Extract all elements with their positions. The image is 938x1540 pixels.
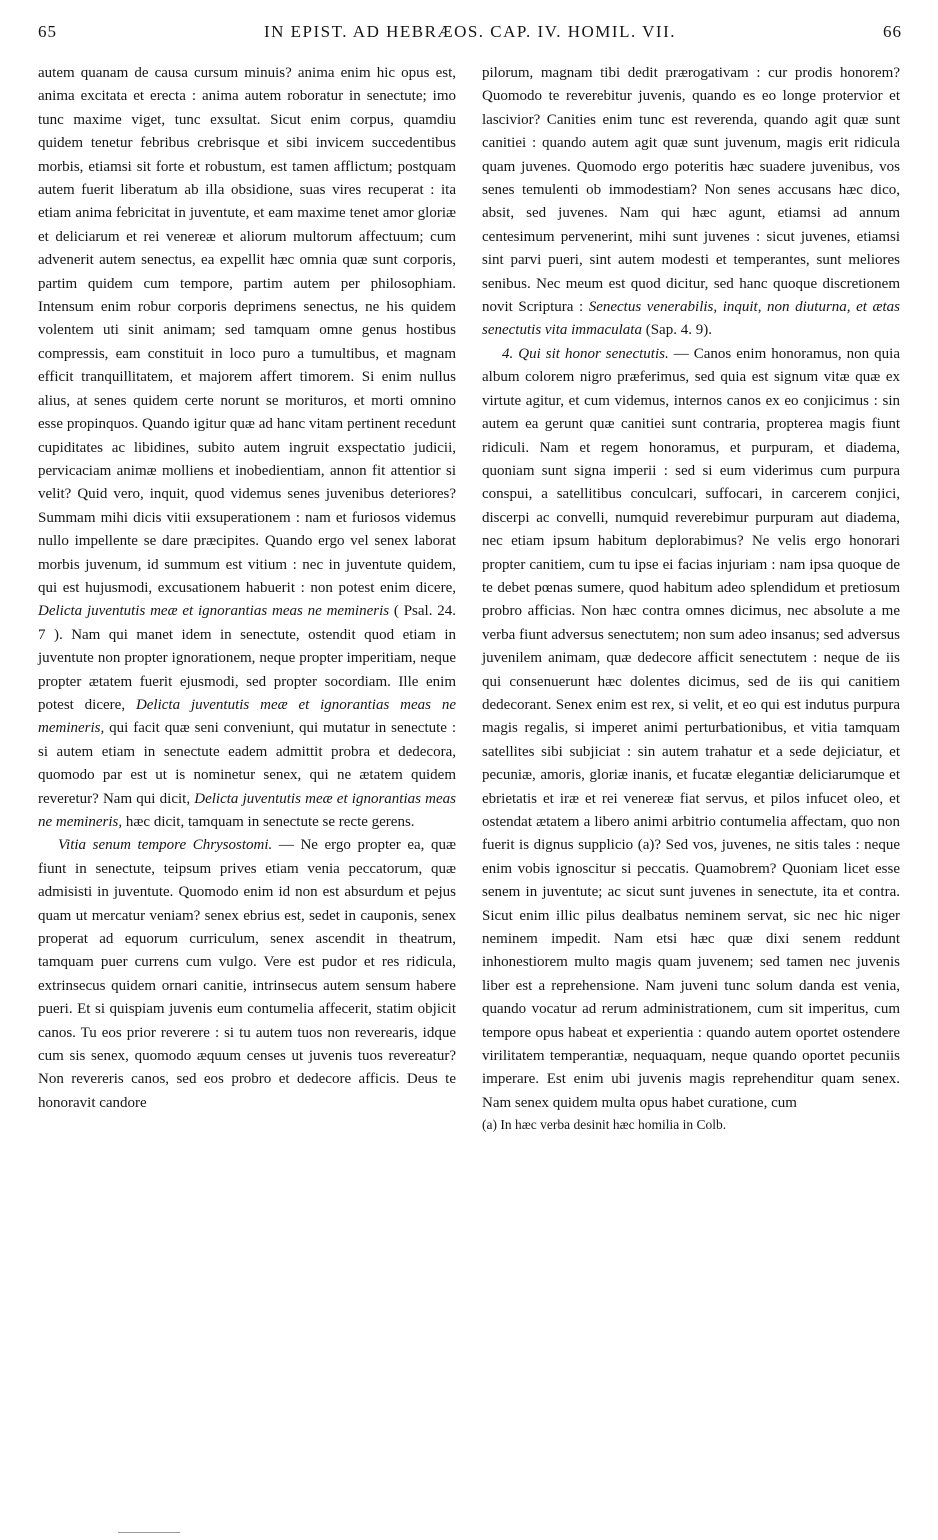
section-heading: 4. Qui sit honor senectutis. bbox=[502, 345, 669, 362]
paragraph-text: autem quanam de causa cursum minuis? anima enim hic opus est, anima excitata et erecta : anima autem roboratur in senectute; imo tunc maxime viget, tunc exsultat. Sicut enim corpus, quamdiu quidem tenetur febribus crebrisque et sibi invicem succedentibus morbis, etiamsi sit forte et robustum, est tamen afflictum; postquam autem fuerit liberatum ab illa obsidione, suas vires recuperat : ita etiam anima febricitat in juventute, et eam maxime tenet amor gloriæ et deliciarum et rei venereæ et aliorum multorum affectuum; cum advenerit autem senectus, ea expellit hæc omnia quæ sunt corporis, partim quidem cum tempore, partim autem per philosophiam. Intensum enim robur corporis deprimens senectus, ne his quidem volentem uti sinit animam; sed tamquam omne genus hostibus compressis, eam constituit in loco puro a tumultibus, et magnam efficit tranquillitatem, et majorem affert timorem. Si enim nullus alius, at senes quidem certe norunt se morituros, et morti omnino esse propinquos. Quando igitur quæ ad hanc vitam pertinent recedunt cupiditates ac libidines, subito autem ingruit exspectatio judicii, pervicaciam animæ molliens et inobedientiam, annon fit attentior si velit? Quid vero, inquit, quod videmus senes juvenibus deteriores? Summam mihi dicis vitii exsuperationem : nam et furiosos videmus nullo impellente se dare præcipites. Quando ergo vel senex laborat morbis juvenum, id summum est vitium : nec in juventute quidem, qui est hujusmodi, excusationem habuerit : non potest enim dicere, bbox=[38, 65, 456, 596]
paragraph-text: hæc dicit, tamquam in senectute se recte gerens. bbox=[125, 814, 415, 830]
bottom-rule bbox=[118, 1532, 180, 1533]
section-heading: Vitia senum tempore Chrysostomi. bbox=[58, 837, 273, 854]
running-title: IN EPIST. AD HEBRÆOS. CAP. IV. HOMIL. VII. bbox=[263, 22, 676, 41]
scripture-reference: ( Psal. 24. 7 ). bbox=[38, 603, 457, 643]
paragraph bbox=[38, 62, 456, 834]
paragraph-text: qui facit quæ seni conveniunt, qui mutatur in senectute : si autem etiam in senectute eadem admittit probra et dedecora, quomodo par est ut is nominetur senex, qui ne ætatem quidem reveretur? Nam qui dicit, bbox=[38, 720, 456, 807]
paragraph-text: pilorum, magnam tibi dedit prærogativam : cur prodis honorem? Quomodo te reverebitur juvenis, quando es eo longe protervior et lascivior? Canities enim tunc est reverenda, quando agit quæ sunt canitiei : quando autem agit quæ sunt juvenum, magis erit ridicula quam juvenes. Quomodo ergo poteritis hæc suadere juvenibus, vos senes temulenti ob immodestiam? Non senes accusans hæc dico, absit, sed juvenes. Nam qui hæc agunt, etiamsi ad annum centesimum pervenerint, mihi sunt juvenes : sicut juvenes, etiamsi sint parvi pueri, sint autem modesti et temperantes, sunt meliores senibus. Nec meum est quod dicitur, sed hanc quoque discretionem novit Scriptura : bbox=[482, 65, 900, 316]
scripture-quote: Delicta juventutis meæ et ignorantias meas ne memineris bbox=[38, 603, 390, 620]
scripture-quote: Senectus venerabilis, inquit, non diuturna, et ætas senectutis vita immaculata bbox=[482, 299, 900, 339]
scripture-quote: Delicta juventutis meæ et ignorantias meas ne memineris, bbox=[38, 696, 457, 737]
right-column bbox=[482, 62, 900, 1135]
page-number-left: 65 bbox=[38, 22, 57, 41]
paragraph-text: — Ne ergo propter ea, quæ fiunt in senectute, teipsum prives etiam venia peccatorum, quæ admisisti in juventute. Quomodo enim id non est absurdum et pejus quam ut mercatur veniam? senex ebrius est, sedet in cauponis, senex properat ad equorum curriculum, senex ascendit in theatrum, tamquam puer currens cum vulgo. Vere est pudor et res ridicula, extrinsecus quidem ornari canitie, intrinsecus autem sensum habere pueri. Et si quispiam juvenis eum contumelia affecerit, statim objicit canos. Tu eos prior reverere : si tu autem tuos non reverearis, idque cum sis senex, quomodo æquum censes ut juvenis tuos revereatur? Non revereris canos, sed eos probro et dedecore afficis. Deus te honoravit candore bbox=[38, 837, 456, 1111]
paragraph bbox=[482, 343, 900, 1115]
scripture-reference: (Sap. 4. 9). bbox=[645, 322, 712, 339]
paragraph-text: Nam qui manet idem in senectute, ostendit quod etiam in juventute non propter ignorationem, neque propter imperitiam, neque propter ætatem fuerit ejusmodi, sed propter socordiam. Ille enim potest dicere, bbox=[38, 626, 457, 713]
left-column bbox=[38, 62, 456, 1115]
footnote: (a) In hæc verba desinit hæc homilia in Colb. bbox=[482, 1117, 727, 1133]
running-header bbox=[32, 18, 908, 52]
paragraph-text: — Canos enim honoramus, non quia album colorem nigro præferimus, sed quia est signum vitæ quæ ex virtute agitur, et cum videmus, internos canos ex eo conjicimus : sin autem ea gerunt quæ canitiei sunt contraria, propterea magis fiunt ridiculi. Nam et regem honoramus, et purpuram, et diadema, quoniam sunt signa imperii : sed si eum viderimus cum purpura conspui, a satellitibus conculcari, suffocari, in carcerem conjici, discerpi ac convelli, numquid reverebimur purpuram aut diadema, nec etiam ipsum habitum deplorabimus? Ne velis ergo honorari propter canitiem, cum tu ipse ei facias injuriam : nam ipsa quoque de te debet pœnas sumere, quod habitum adeo splendidum et pretiosum probro afficias. Non hæc contra omnes dicimus, nec absolute a me verba fiunt adversus senectutem; non sum adeo insanus; sed adversus juvenilem animam, quæ dedecore afficit senectutem : neque de iis qui consenuerunt hæc dolentes dicimus, sed de iis qui canitiem dedecorant. Senex enim est rex, si velit, et eo qui est indutus purpura magis regalis, si imperet animi perturbationibus, et vitia tamquam satellites sibi subjiciat : sin autem trahatur et a sede dejiciatur, et pecuniæ, amoris, gloriæ inanis, et fucatæ elegantiæ deliciarumque et ebrietatis et iræ et rei venereæ fiat servus, et pilos infucet oleo, et ostendat ætatem a libero animi arbitrio contumelia affectam, quo non fuerit is dignus supplicio (a)? Sed vos, juvenes, ne sitis tales : neque enim vobis ignoscitur si peccatis. Quamobrem? Quoniam licet esse senem in juventute; ac sicut sunt juvenes in senectute, ita et contra. Sicut enim illic pilus dealbatus neminem servat, sic nec hic niger neminem impedit. Nam etsi hæc quæ dixi senem reddunt inhonestiorem multo magis quam juvenem; sed tamen nec juvenis liber est a reprehensione. Nam juveni tunc solum danda est venia, quando vocatur ad rerum administrationem, cum sit imperitus, cum tempore opus habeat et experientia : quando autem oportet ostendere virilitatem temperantiæ, nequaquam, neque quando oportet pecuniis imperare. Est enim ubi juvenis magis reprehenditur quam senex. Nam senex quidem multa opus habet curatione, cum bbox=[482, 345, 900, 1111]
page-number-right: 66 bbox=[883, 22, 902, 41]
paragraph bbox=[482, 62, 900, 343]
scripture-quote: Delicta juventutis meæ et ignorantias meas ne memineris, bbox=[38, 790, 456, 830]
paragraph bbox=[38, 834, 456, 1115]
